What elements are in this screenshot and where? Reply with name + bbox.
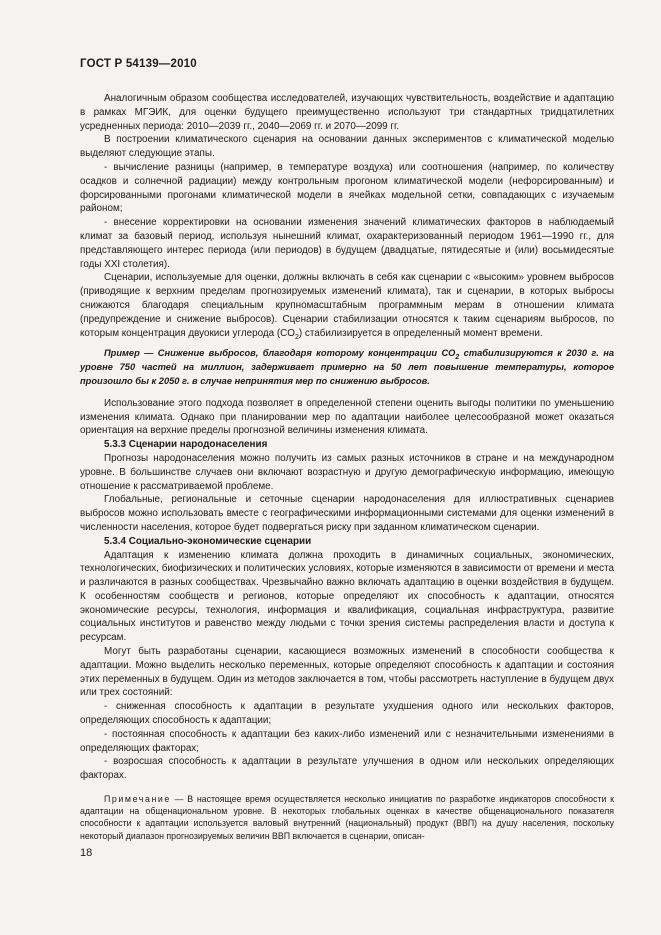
co2-subscript: 2 — [294, 333, 299, 341]
example-text-a: Пример — Снижение выбросов, благодаря которому концентрации CO — [104, 348, 456, 359]
section-heading-population: 5.3.3 Сценарии народонаселения — [104, 439, 268, 451]
example-block — [80, 347, 614, 388]
page-number: 18 — [80, 847, 93, 859]
paragraph-emission-scenarios-b: ) стабилизируется в определенный момент времени. — [298, 327, 543, 339]
paragraph-adaptation-scenarios: Могут быть разработаны сценарии, касающиеся возможных изменений в способности сообщества к адаптации. Можно выделить несколько переменных, которые определяют способность к адаптации и состояния этих переменных в будущем. Один из методов заключается в том, чтобы рассмотреть наступление в будущем двух или трех состояний: — [80, 646, 614, 699]
list-item-correction: - внесение корректировки на основании изменения значений климатических факторов в наблюдаемый климат за базовый период, используя нынешний климат, охарактеризованный периодом 1961—1990 гг., для представляющего интерес периода (или периодов) в будущем (двадцатые, пятидесятые и (или) восьмидесятые годы XXI столетия). — [80, 217, 614, 270]
list-item-reduced-capacity: - сниженная способность к адаптации в результате ухудшения одного или нескольких факторов, определяющих способность к адаптации; — [80, 701, 614, 727]
paragraph-standard-periods: Аналогичным образом сообщества исследователей, изучающих чувствительность, воздействие и адаптацию в рамках МГЭИК, для оценки будущего преимущественно используют три стандартных тридцатилетних усредненных периода: 2010—2039 гг., 2040—2069 гг. и 2070—2099 гг. — [80, 93, 614, 132]
example-text-b: стабилизируются к 2030 г. на уровне 750 частей на миллион, задерживает примерно на 50 лет повышение температуры, которое произошло бы к 2050 г. в случае непринятия мер по снижению выбросов. — [80, 348, 614, 386]
note-text: — В настоящее время осуществляется несколько инициатив по разработке индикаторов способности к адаптации на общенациональном уровне. В некоторых глобальных оценках в качестве общенационального показателя способности к адаптации используется валовый внутренний (национальный) продукт (ВВП) на душу населения, поскольку некоторый диапазон прогнозируемых величин ВВП включается в сценарии, описан- — [80, 794, 614, 841]
paragraph-scenario-stages: В построении климатического сценария на основании данных экспериментов с климатической моделью выделяют следующие этапы. — [80, 134, 614, 160]
paragraph-population-scenarios: Глобальные, региональные и сеточные сценарии народонаселения для иллюстративных сценариев выбросов можно использовать вместе с географическими информационными системами для оценки изменений в численности населения, которое будет подвергаться риску при заданном климатическом сценарии. — [80, 494, 614, 533]
example-co2-subscript: 2 — [455, 354, 460, 362]
list-item-increased-capacity: - возросшая способность к адаптации в результате улучшения в одном или нескольких определяющих факторах. — [80, 756, 614, 782]
paragraph-adaptation-conditions: Адаптация к изменению климата должна проходить в динамичных социальных, экономических, технологических, биофизических и политических условиях, которые изменяются в зависимости от времени и места и различаются в разных сообществах. Чрезвычайно важно включать адаптацию в оценки воздействия в будущем. К особенностям сообществ и регионов, которые определяют их способность к адаптации, относятся экономические ресурсы, технология, информация и квалификация, социальная инфраструктура, развитие социальных институтов и равенство между людьми с точки зрения системы распределения власти и доступа к ресурсам. — [80, 549, 614, 644]
paragraph-emission-scenarios-a: Сценарии, используемые для оценки, должны включать в себя как сценарии с «высоким» уровнем выбросов (приводящие к верхним пределам прогнозируемых изменений климата), так и сценарии, в которых выбросы снижаются благодаря специальным крупномасштабным программным мерам в отношении климата (предупреждение и снижение выбросов). Сценарии стабилизации относятся к таким сценариям выбросов, по которым концентрация двуокиси углерода (CO — [80, 272, 614, 339]
list-item-difference-calculation: - вычисление разницы (например, в температуре воздуха) или соотношения (например, по количеству осадков и солнечной радиации) между контрольным прогоном климатической модели (нефорсированным) и форсированными прогонами климатической модели в ячейках модельной сетки, совпадающих с изучаемым районом; — [80, 161, 614, 215]
paragraph-population-forecasts: Прогнозы народонаселения можно получить из самых разных источников в стране и на международном уровне. В большинстве случаев они включают возрастную и другую демографическую информацию, имеющую отношение к рассматриваемой проблеме. — [80, 452, 614, 492]
section-heading-socioeconomic: 5.3.4 Социально-экономические сценарии — [104, 535, 312, 547]
paragraph-approach-usage: Использование этого подхода позволяет в определенной степени оценить выгоды политики по уменьшению изменения климата. Однако при планировании мер по адаптации наиболее целесообразной может оказаться ориентация на верхние пределы прогнозной величины изменения климата. — [80, 397, 614, 437]
note-label: Примечание — [104, 794, 171, 805]
list-item-constant-capacity: - постоянная способность к адаптации без каких-либо изменений или с незначительными изменениями в определяющих факторах; — [80, 728, 614, 754]
document-body — [80, 92, 614, 842]
document-header: ГОСТ Р 54139—2010 — [80, 58, 197, 70]
note-block — [80, 793, 614, 842]
paragraph-emission-scenarios — [80, 271, 614, 340]
